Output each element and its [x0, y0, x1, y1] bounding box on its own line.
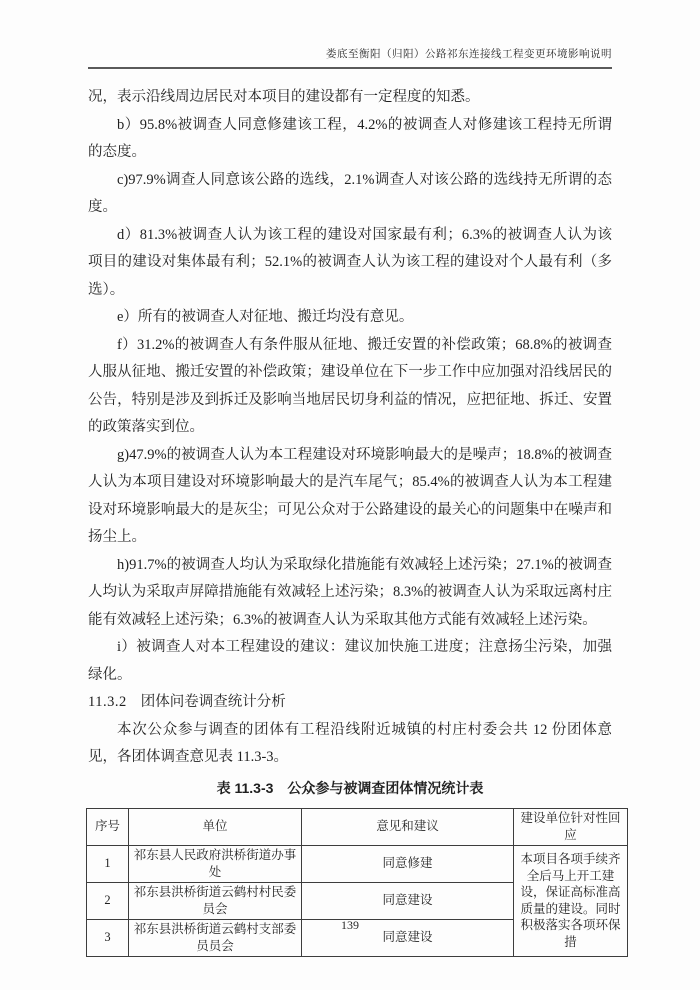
- table-header-row: [87, 808, 628, 845]
- cell-opinion: 同意建设: [302, 919, 514, 956]
- paragraph-d: d）81.3%被调查人认为该工程的建设对国家最有利；6.3%的被调查人认为该项目的建设对集体最有利；52.1%的被调查人认为该工程的建设对个人最有利（多选）。: [88, 226, 612, 298]
- cell-response-merged: 本项目各项手续齐全后马上开工建设，保证高标准高质量的建设。同时积极落实各项环保措: [514, 845, 628, 956]
- section-heading-title: 团体问卷调查统计分析: [140, 694, 286, 710]
- cell-unit: 祁东县洪桥街道云鹤村村民委员会: [129, 882, 302, 919]
- paragraph-continuation: 况，表示沿线周边居民对本项目的建设都有一定程度的知悉。: [88, 89, 480, 105]
- table-row: [87, 845, 628, 882]
- cell-index: 2: [87, 882, 129, 919]
- paragraph-h: h)91.7%的被调查人均认为采取绿化措施能有效减轻上述污染；27.1%的被调查人均认为采取声屏障措施能有效减轻上述污染；8.3%的被调查人认为采取远离村庄能有效减轻上述污染；6.3%的被调查人认为采取其他方式能有效减轻上述污染。: [88, 556, 612, 628]
- document-body: [88, 84, 621, 957]
- paragraph-b: b）95.8%被调查人同意修建该工程，4.2%的被调查人对修建该工程持无所谓的态度。: [88, 116, 612, 160]
- col-header-unit: 单位: [129, 808, 302, 845]
- cell-index: 1: [87, 845, 129, 882]
- running-header-title: 娄底至衡阳（归阳）公路祁东连接线工程变更环境影响说明: [326, 49, 612, 60]
- survey-groups-table: [86, 808, 628, 957]
- paragraph-i: i）被调查人对本工程建设的建议：建议加快施工进度；注意扬尘污染，加强绿化。: [88, 639, 612, 683]
- section-heading-number: 11.3.2: [88, 694, 127, 710]
- cell-unit: 祁东县洪桥街道云鹤村支部委员员会: [129, 919, 302, 956]
- running-header: [88, 46, 612, 69]
- col-header-opinion: 意见和建议: [302, 808, 514, 845]
- paragraph-f: f）31.2%的被调查人有条件服从征地、搬迁安置的补偿政策；68.8%的被调查人服从征地、搬迁安置的补偿政策；建设单位在下一步工作中应加强对沿线居民的公告，特别是涉及到拆迁及影响当地居民切身利益的情况，应把征地、拆迁、安置的政策落实到位。: [88, 336, 612, 435]
- table-caption: 表 11.3-3 公众参与被调查团体情况统计表: [216, 779, 484, 796]
- page-number: 139: [341, 918, 359, 932]
- col-header-response: 建设单位针对性回应: [514, 808, 628, 845]
- section-paragraph: 本次公众参与调查的团体有工程沿线附近城镇的村庄村委会共 12 份团体意见，各团体调查意见表 11.3-3。: [88, 721, 612, 765]
- paragraph-e: e）所有的被调查人对征地、搬迁均没有意见。: [117, 309, 414, 325]
- col-header-index: 序号: [87, 808, 129, 845]
- paragraph-g: g)47.9%的被调查人认为本工程建设对环境影响最大的是噪声；18.8%的被调查人认为本项目建设对环境影响最大的是汽车尾气；85.4%的被调查人认为本工程建设对环境影响最大的是灰尘；可见公众对于公路建设的最关心的问题集中在噪声和扬尘上。: [88, 446, 612, 545]
- section-heading: [88, 689, 612, 717]
- cell-opinion: 同意建设: [302, 882, 514, 919]
- cell-opinion: 同意修建: [302, 845, 514, 882]
- cell-index: 3: [87, 919, 129, 956]
- paragraph-c: c)97.9%调查人同意该公路的选线，2.1%调查人对该公路的选线持无所谓的态度。: [88, 171, 612, 215]
- cell-unit: 祁东县人民政府洪桥街道办事处: [129, 845, 302, 882]
